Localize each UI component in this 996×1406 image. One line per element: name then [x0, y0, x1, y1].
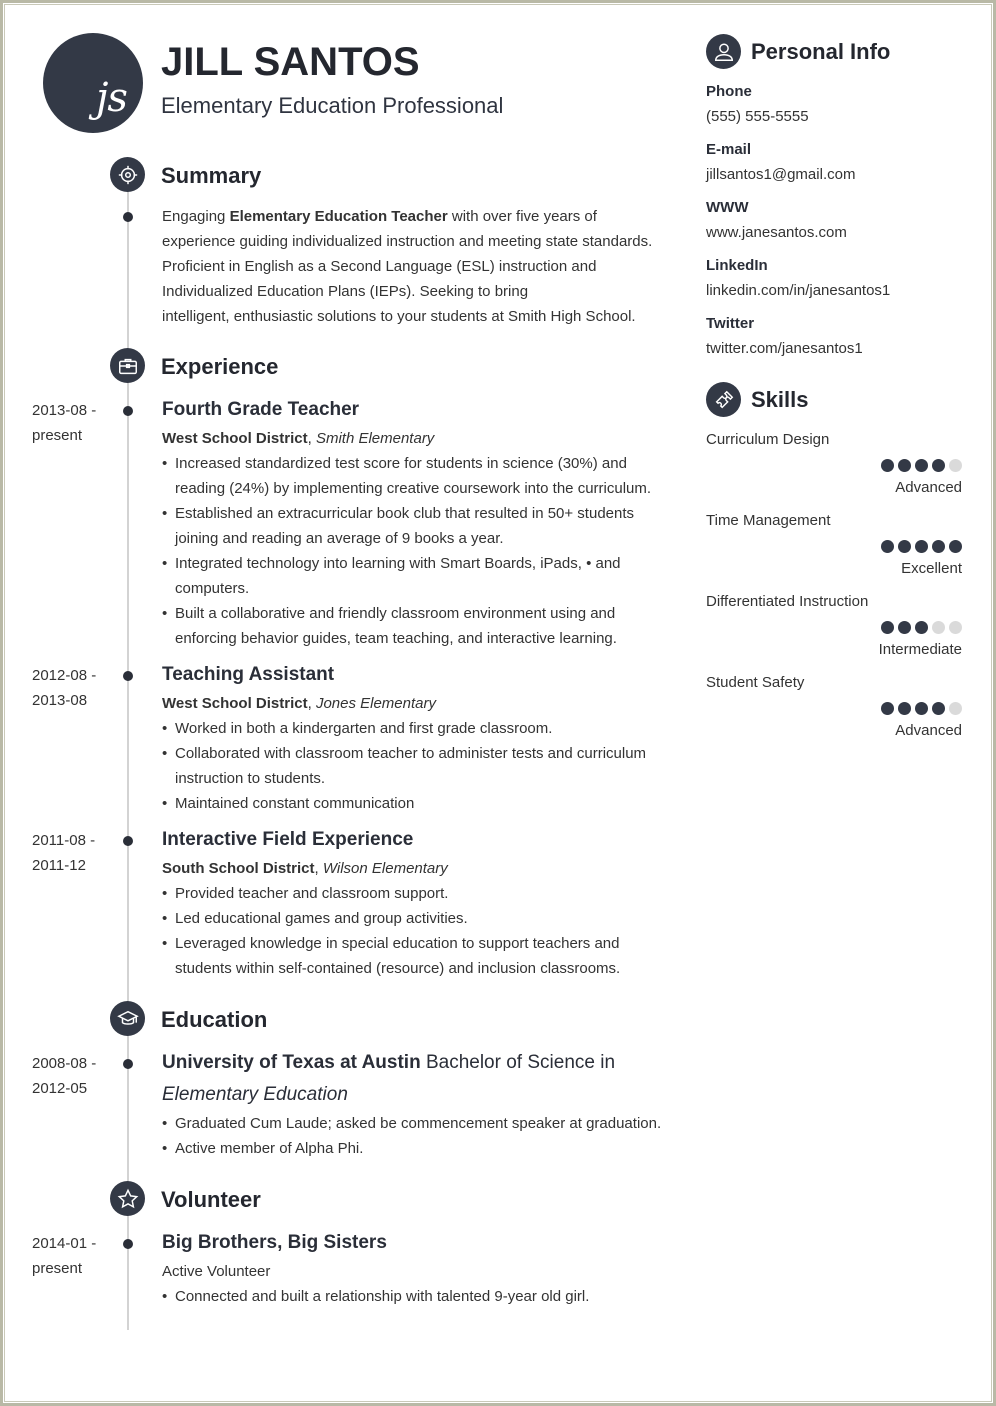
section-title-education: Education: [161, 1007, 268, 1032]
rating-dot-filled: [915, 702, 928, 715]
skill-level: Intermediate: [878, 641, 962, 658]
job-location: Wilson Elementary: [322, 860, 448, 877]
avatar: [43, 33, 143, 133]
info-value: (555) 555-5555: [706, 108, 809, 125]
summary-text-segment: intelligent, enthusiastic solutions to your students at Smith High School.: [162, 308, 636, 325]
skill-name: Differentiated Instruction: [706, 593, 869, 610]
job-location: Jones Elementary: [315, 695, 436, 712]
skill-rating: [881, 540, 962, 553]
rating-dot-filled: [881, 540, 894, 553]
list-item: • Graduated Cum Laude; asked be commencement speaker at graduation.: [162, 1111, 672, 1136]
summary-text-segment: experience guiding individualized instruction and meeting state standards.: [162, 233, 653, 250]
job-title: Interactive Field Experience: [162, 829, 414, 850]
rating-dot-empty: [932, 621, 945, 634]
list-item: • Leveraged knowledge in special education to support teachers and students within self-contained (resource) and inclusion classrooms.: [162, 931, 672, 981]
skill-name: Student Safety: [706, 674, 805, 691]
rating-dot-filled: [898, 621, 911, 634]
job-entry: [162, 825, 672, 981]
volunteer-entry: [162, 1228, 672, 1309]
list-item: • Increased standardized test score for students in science (30%) and reading (24%) by implementing creative coursework into the curriculum.: [162, 451, 672, 501]
briefcase-icon: [110, 348, 145, 383]
date-end: 2012-05: [32, 1080, 88, 1097]
summary-text-segment: Individualized Education Plans (IEPs). Seeking to bring: [162, 283, 529, 300]
rating-dot-filled: [881, 702, 894, 715]
target-icon: [110, 157, 145, 192]
rating-dot-filled: [949, 540, 962, 553]
rating-dot-filled: [898, 459, 911, 472]
summary-line: [162, 254, 672, 279]
date-end: present: [32, 427, 83, 444]
job-title: Fourth Grade Teacher: [162, 399, 360, 420]
date-end: 2013-08: [32, 692, 88, 709]
rating-dot-filled: [915, 459, 928, 472]
list-item: • Collaborated with classroom teacher to administer tests and curriculum instruction to students.: [162, 741, 672, 791]
date-start: 2012-08 -: [32, 667, 97, 684]
timeline-dot: [123, 1239, 133, 1249]
info-label: WWW: [706, 199, 749, 216]
job-org: West School District, Jones Elementary: [162, 695, 436, 712]
skill-rating: [881, 702, 962, 715]
rating-dot-filled: [932, 540, 945, 553]
list-item: • Established an extracurricular book club that resulted in 50+ students joining and reading an average of 9 books a year.: [162, 501, 672, 551]
employer: West School District: [162, 695, 308, 712]
avatar-initials: js: [96, 75, 127, 121]
skill-level: Excellent: [901, 560, 962, 577]
summary-text-segment: Proficient in English as a Second Language (ESL) instruction and: [162, 258, 597, 275]
job-date: [32, 663, 112, 713]
list-item: • Led educational games and group activities.: [162, 906, 672, 931]
job-org: South School District, Wilson Elementary: [162, 860, 448, 877]
timeline-dot: [123, 836, 133, 846]
rating-dot-filled: [932, 459, 945, 472]
info-label: Phone: [706, 83, 752, 100]
timeline-dot: [123, 671, 133, 681]
volunteer-date: [32, 1231, 112, 1281]
job-date: [32, 828, 112, 878]
list-item: • Integrated technology into learning with Smart Boards, iPads, • and computers.: [162, 551, 672, 601]
rating-dot-empty: [949, 621, 962, 634]
section-title-experience: Experience: [161, 354, 279, 379]
major: Elementary Education: [162, 1084, 348, 1105]
puzzle-icon: [706, 382, 741, 417]
rating-dot-filled: [915, 621, 928, 634]
summary-line: [162, 304, 672, 329]
education-bullets: [162, 1111, 672, 1161]
skill-level: Advanced: [895, 722, 962, 739]
job-date: [32, 398, 112, 448]
summary-text-segment: Engaging: [162, 208, 230, 225]
list-item: • Active member of Alpha Phi.: [162, 1136, 672, 1161]
info-label: LinkedIn: [706, 257, 768, 274]
job-org: West School District, Smith Elementary: [162, 430, 435, 447]
section-title-personal-info: Personal Info: [751, 39, 891, 64]
section-title-summary: Summary: [161, 163, 262, 188]
date-end: present: [32, 1260, 83, 1277]
rating-dot-filled: [932, 702, 945, 715]
date-end: 2011-12: [32, 857, 86, 874]
timeline-dot: [123, 1059, 133, 1069]
job-bullets: [162, 451, 672, 651]
list-item: • Maintained constant communication: [162, 791, 672, 816]
skill-level: Advanced: [895, 479, 962, 496]
graduation-cap-icon: [110, 1001, 145, 1036]
skill-name: Curriculum Design: [706, 431, 830, 448]
education-entry: [162, 1047, 672, 1161]
info-value[interactable]: www.janesantos.com: [706, 224, 847, 241]
skill-name: Time Management: [706, 512, 831, 529]
info-value[interactable]: twitter.com/janesantos1: [706, 340, 863, 357]
timeline-dot: [123, 212, 133, 222]
list-item: • Connected and built a relationship with talented 9-year old girl.: [162, 1284, 672, 1309]
rating-dot-filled: [898, 702, 911, 715]
summary-emphasis: Elementary Education Teacher: [229, 208, 448, 225]
summary-line: [162, 279, 672, 304]
employer: South School District: [162, 860, 315, 877]
list-item: • Provided teacher and classroom support.: [162, 881, 672, 906]
degree: Bachelor of Science in: [420, 1052, 616, 1073]
rating-dot-filled: [881, 621, 894, 634]
date-start: 2014-01 -: [32, 1235, 97, 1252]
summary-text-segment: with over five years of: [447, 208, 597, 225]
info-label: E-mail: [706, 141, 752, 158]
list-item: • Built a collaborative and friendly classroom environment using and enforcing behavior guides, team teaching, and interactive learning.: [162, 601, 672, 651]
summary-line: [162, 229, 672, 254]
star-icon: [110, 1181, 145, 1216]
education-date: [32, 1051, 112, 1101]
list-item: • Worked in both a kindergarten and first grade classroom.: [162, 716, 672, 741]
info-value[interactable]: jillsantos1@gmail.com: [706, 166, 856, 183]
user-icon: [706, 34, 741, 69]
timeline-dot: [123, 406, 133, 416]
job-bullets: [162, 881, 672, 981]
job-bullets: [162, 716, 672, 816]
info-label: Twitter: [706, 315, 755, 332]
rating-dot-empty: [949, 702, 962, 715]
rating-dot-filled: [881, 459, 894, 472]
candidate-name: JILL SANTOS: [161, 40, 420, 84]
rating-dot-empty: [949, 459, 962, 472]
date-start: 2008-08 -: [32, 1055, 97, 1072]
summary-line: [162, 204, 672, 229]
skill-rating: [881, 621, 962, 634]
volunteer-bullets: [162, 1284, 672, 1309]
volunteer-org: Big Brothers, Big Sisters: [162, 1232, 387, 1253]
rating-dot-filled: [898, 540, 911, 553]
employer: West School District: [162, 430, 308, 447]
job-entry: [162, 660, 672, 816]
rating-dot-filled: [915, 540, 928, 553]
job-location: Smith Elementary: [315, 430, 435, 447]
date-start: 2011-08 -: [32, 832, 96, 849]
info-value[interactable]: linkedin.com/in/janesantos1: [706, 282, 891, 299]
job-entry: [162, 395, 672, 651]
job-title: Teaching Assistant: [162, 664, 335, 685]
section-title-skills: Skills: [751, 387, 809, 412]
candidate-headline: Elementary Education Professional: [161, 93, 504, 118]
date-start: 2013-08 -: [32, 402, 97, 419]
education-title: [162, 1047, 672, 1111]
school-name: University of Texas at Austin: [162, 1052, 421, 1073]
section-title-volunteer: Volunteer: [161, 1187, 261, 1212]
summary-text: [162, 204, 672, 329]
skill-rating: [881, 459, 962, 472]
volunteer-role: Active Volunteer: [162, 1263, 271, 1280]
